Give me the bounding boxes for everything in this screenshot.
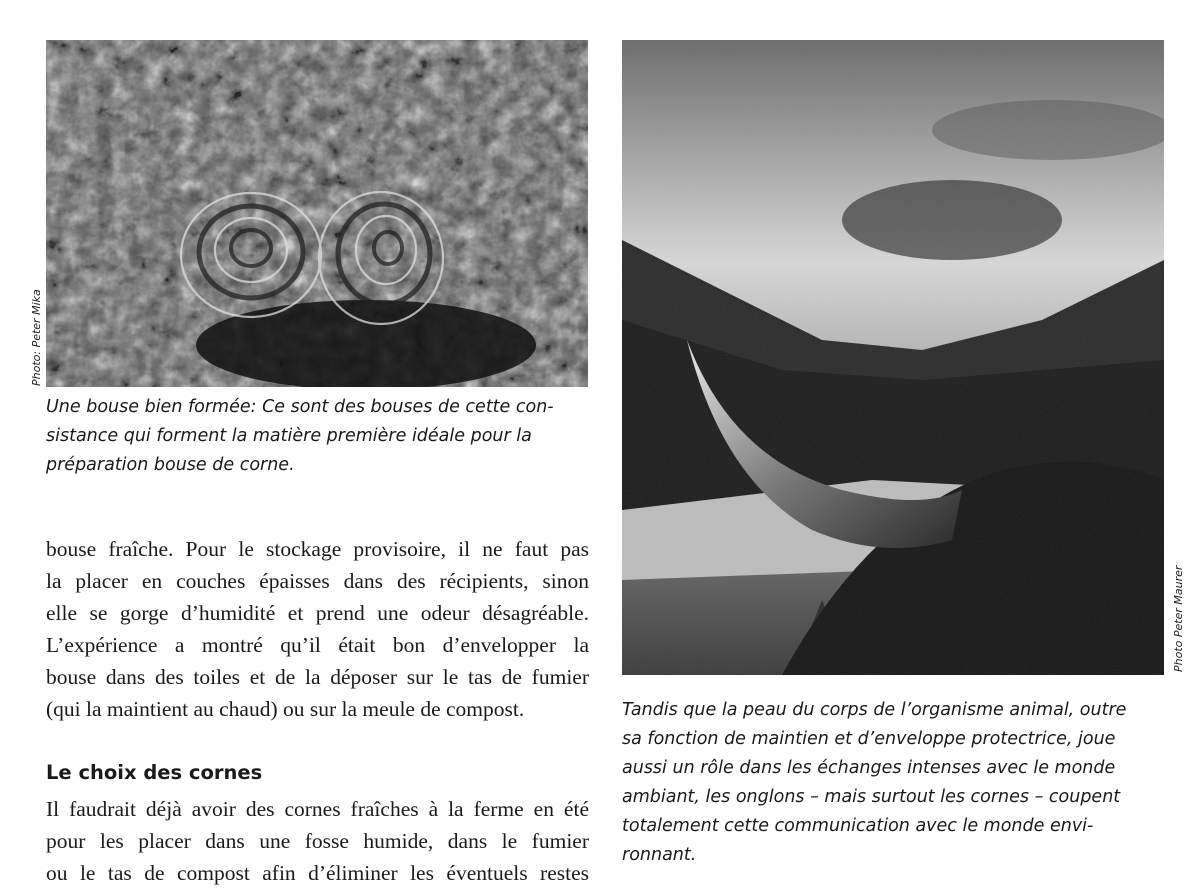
body-paragraph-storage — [46, 533, 589, 725]
caption-line: Tandis que la peau du corps de l’organisme animal, outre — [622, 700, 1127, 720]
photo-credit-right: Photo Peter Maurer — [1172, 565, 1185, 672]
dung-photo-image — [46, 40, 588, 387]
caption-line: préparation bouse de corne. — [46, 455, 295, 475]
body-line: ou le tas de compost afin d’éliminer les éventuels restes — [46, 861, 589, 885]
caption-line: Une bouse bien formée: Ce sont des bouses de cette con- — [46, 397, 554, 417]
body-line: bouse fraîche. Pour le stockage provisoire, il ne faut pas — [46, 537, 589, 561]
body-paragraph-horns — [46, 793, 589, 889]
cow-horn-photo — [622, 40, 1164, 675]
caption-line: totalement cette communication avec le monde envi- — [622, 816, 1094, 836]
caption-line: aussi un rôle dans les échanges intenses avec le monde — [622, 758, 1116, 778]
caption-line: ronnant. — [622, 845, 697, 865]
body-line: elle se gorge d’humidité et prend une odeur désagréable. — [46, 601, 589, 625]
body-line: L’expérience a montré qu’il était bon d’envelopper la — [46, 633, 589, 657]
cow-horn-photo-caption — [622, 696, 1182, 870]
body-line: pour les placer dans une fosse humide, dans le fumier — [46, 829, 589, 853]
caption-line: sa fonction de maintien et d’enveloppe protectrice, joue — [622, 729, 1116, 749]
body-line: (qui la maintient au chaud) ou sur la meule de compost. — [46, 697, 525, 721]
body-line: bouse dans des toiles et de la déposer sur le tas de fumier — [46, 665, 589, 689]
dung-photo — [46, 40, 588, 387]
caption-line: sistance qui forment la matière première idéale pour la — [46, 426, 532, 446]
photo-credit-left: Photo: Peter Mika — [30, 289, 43, 386]
body-line: la placer en couches épaisses dans des récipients, sinon — [46, 569, 589, 593]
section-heading: Le choix des cornes — [46, 761, 263, 784]
body-line: Il faudrait déjà avoir des cornes fraîches à la ferme en été — [46, 797, 589, 821]
dung-photo-caption — [46, 393, 594, 480]
caption-line: ambiant, les onglons – mais surtout les cornes – coupent — [622, 787, 1121, 807]
cow-horn-photo-image — [622, 40, 1164, 675]
